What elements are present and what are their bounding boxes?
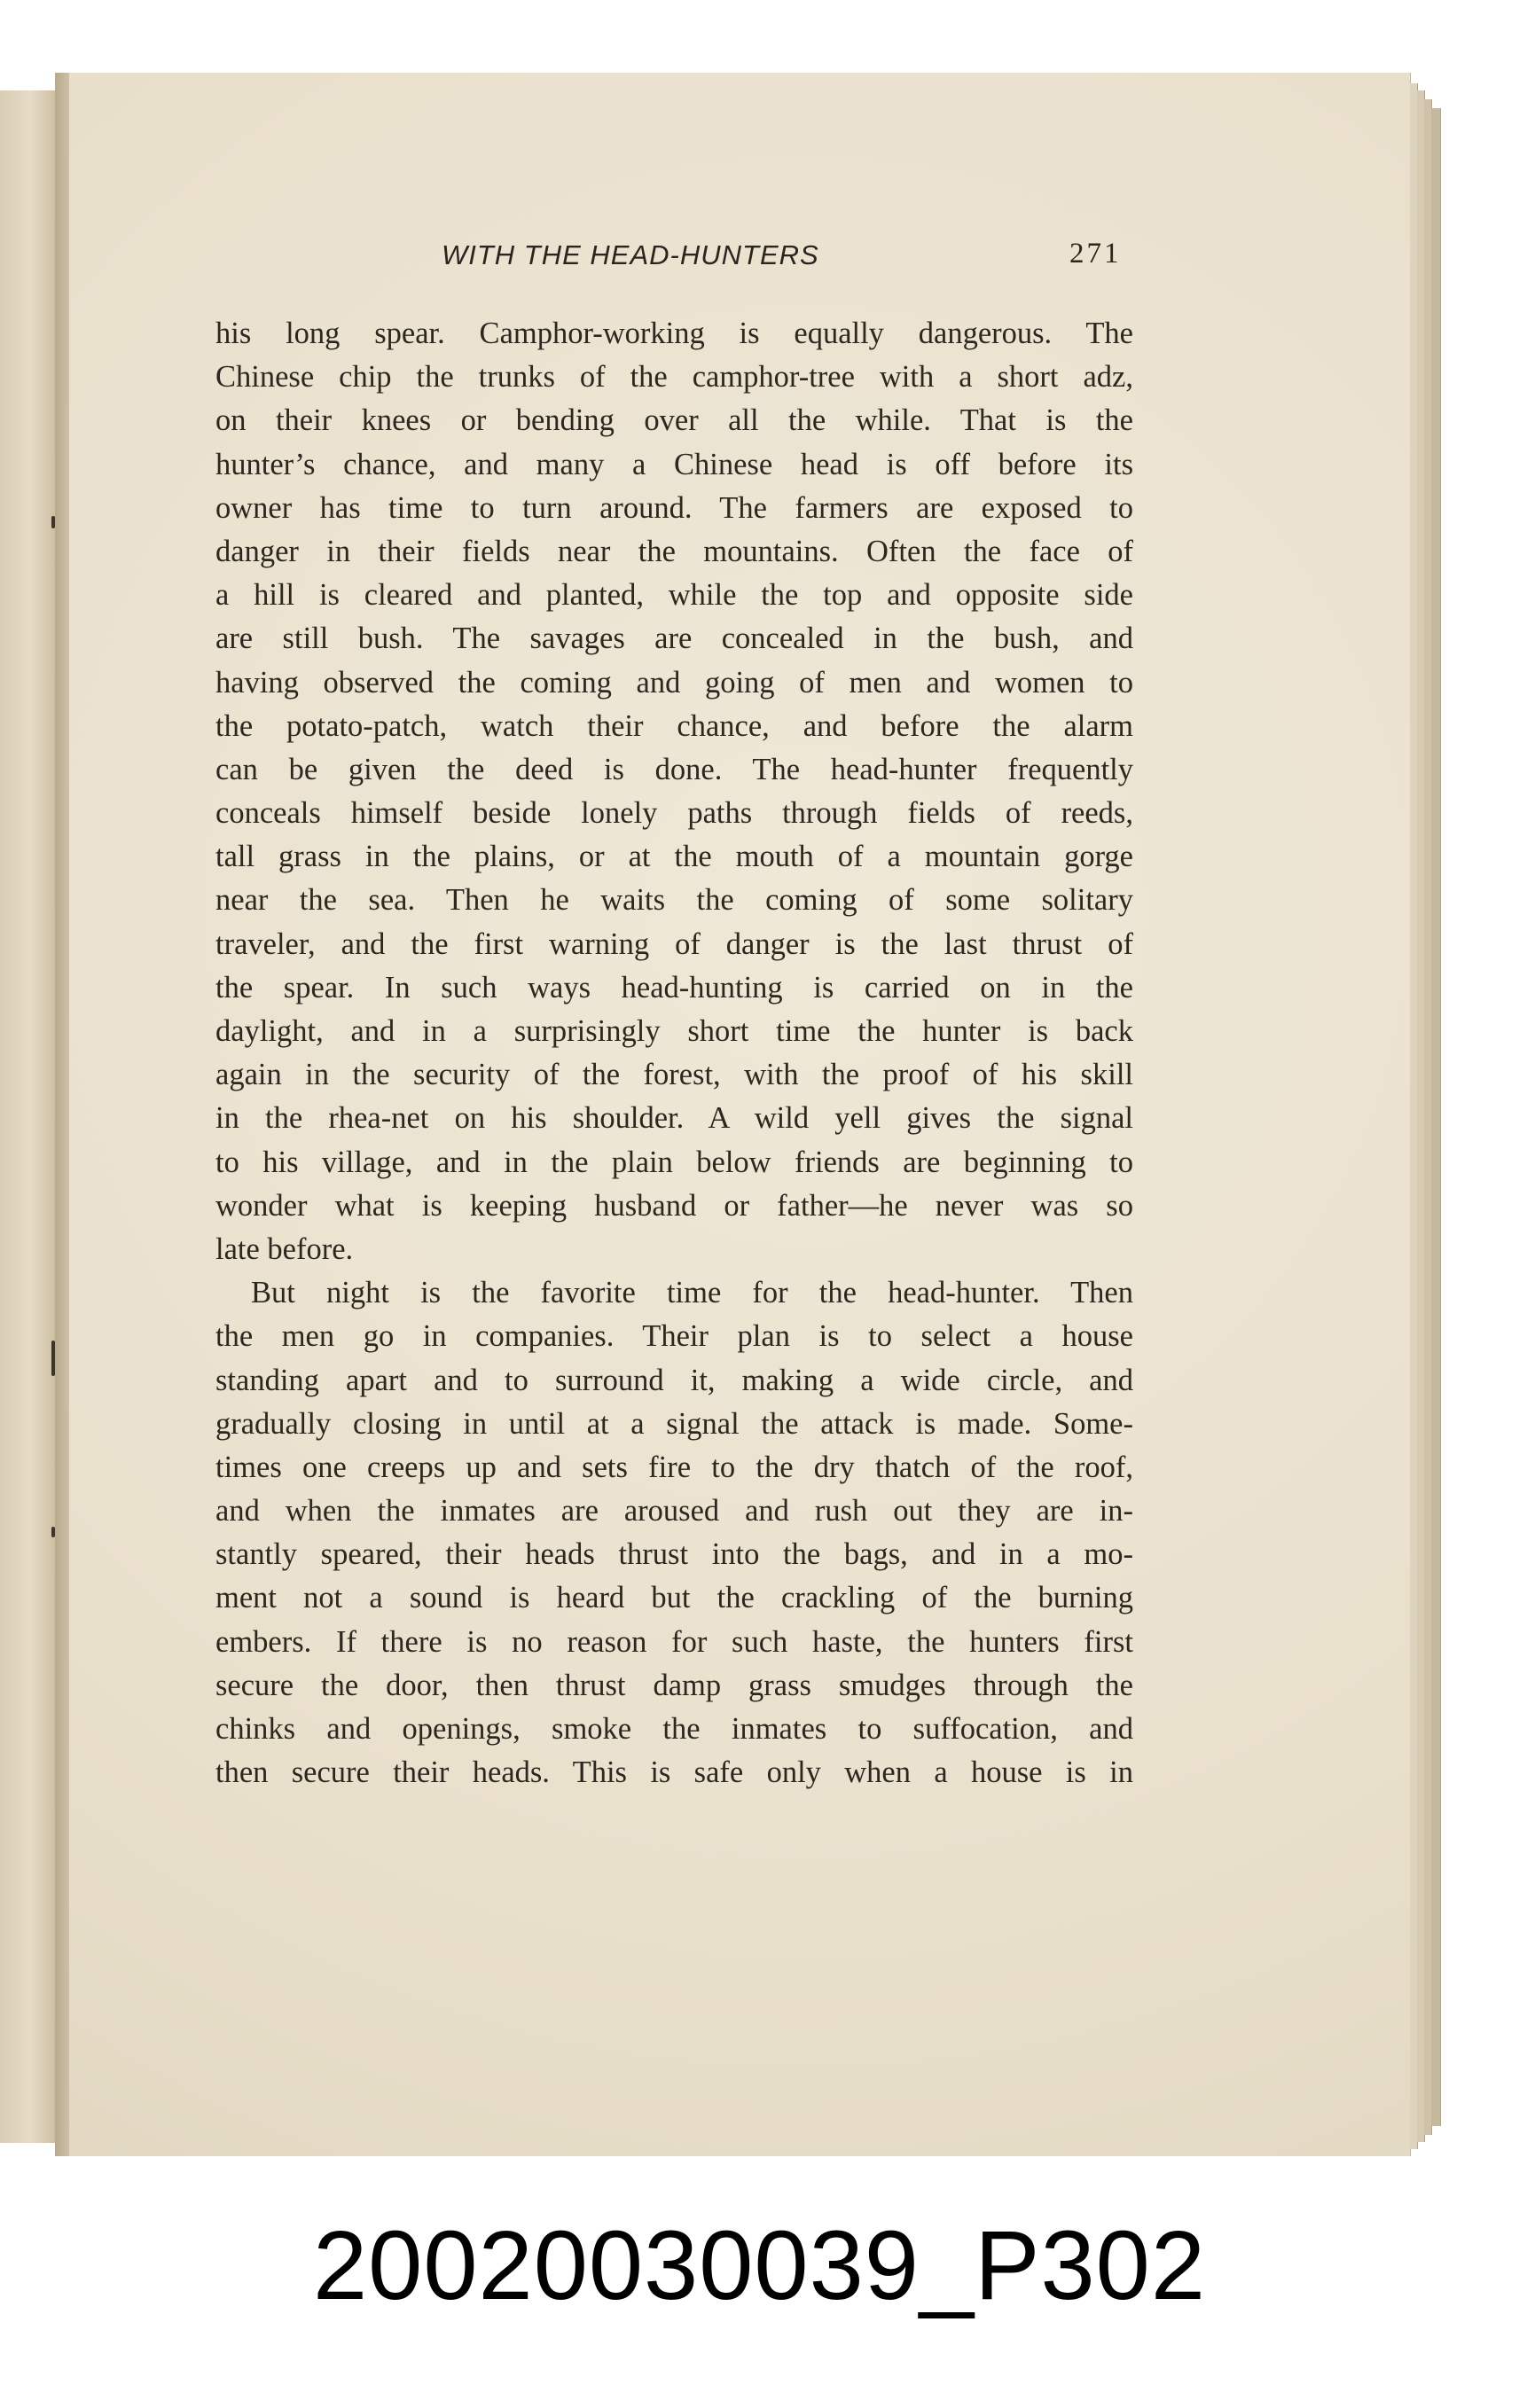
page-number: 271 xyxy=(1069,238,1122,270)
text-line: embers. If there is no reason for such haste, the hunters first xyxy=(215,1624,1133,1659)
text-line: owner has time to turn around. The farmers are exposed to xyxy=(215,490,1133,525)
text-line: are still bush. The savages are concealed in the bush, and xyxy=(215,622,1133,656)
text-line: on their knees or bending over all the while. That is the xyxy=(215,403,1133,438)
gutter-mark xyxy=(51,1527,55,1537)
text-line: danger in their fields near the mountains. Often the face of xyxy=(215,534,1133,568)
gutter-mark xyxy=(51,516,55,528)
text-line: in the rhea-net on his shoulder. A wild yell gives the signal xyxy=(215,1101,1133,1136)
text-line: times one creeps up and sets fire to the dry thatch of the roof, xyxy=(215,1450,1133,1484)
text-line: stantly speared, their heads thrust into the bags, and in a mo- xyxy=(215,1537,1133,1572)
text-line: to his village, and in the plain below friends are beginning to xyxy=(215,1145,1133,1179)
text-line: gradually closing in until at a signal the attack is made. Some- xyxy=(215,1406,1133,1441)
text-line: then secure their heads. This is safe only when a house is in xyxy=(215,1755,1133,1790)
text-line: the men go in companies. Their plan is to select a house xyxy=(215,1319,1133,1354)
gutter-mark xyxy=(51,1341,55,1376)
left-page-edge xyxy=(0,90,57,2143)
text-line: Chinese chip the trunks of the camphor-tree with a short adz, xyxy=(215,360,1133,395)
catalog-id-label: 20020030039_P302 xyxy=(312,2211,1207,2320)
text-line: wonder what is keeping husband or father—he never was so xyxy=(215,1188,1133,1223)
text-line: chinks and openings, smoke the inmates to suffocation, and xyxy=(215,1712,1133,1746)
text-line: his long spear. Camphor-working is equally dangerous. The xyxy=(215,317,1133,350)
text-line: ment not a sound is heard but the crackling of the burning xyxy=(215,1581,1133,1615)
page-edge xyxy=(1431,108,1441,2126)
text-line: again in the security of the forest, with the proof of his skill xyxy=(215,1058,1133,1092)
text-line: standing apart and to surround it, making a wide circle, and xyxy=(215,1363,1133,1397)
text-line: tall grass in the plains, or at the mouth of a mountain gorge xyxy=(215,840,1133,874)
text-line: hunter’s chance, and many a Chinese head is off before its xyxy=(215,447,1133,481)
text-line: near the sea. Then he waits the coming of some solitary xyxy=(215,883,1133,918)
running-head-title: WITH THE HEAD-HUNTERS xyxy=(442,239,819,270)
text-line: and when the inmates are aroused and rush out they are in- xyxy=(215,1494,1133,1528)
text-line: the spear. In such ways head-hunting is carried on in the xyxy=(215,970,1133,1005)
text-line: traveler, and the first warning of danger is the last thrust of xyxy=(215,926,1133,961)
text-line: daylight, and in a surprisingly short time the hunter is back xyxy=(215,1014,1133,1048)
text-line: the potato-patch, watch their chance, and before the alarm xyxy=(215,708,1133,743)
paragraph-1 xyxy=(215,312,1133,1271)
text-line: a hill is cleared and planted, while the top and opposite side xyxy=(215,578,1133,613)
text-line: having observed the coming and going of men and women to xyxy=(215,665,1133,700)
text-line: conceals himself beside lonely paths through fields of reeds, xyxy=(215,796,1133,831)
text-line: late before. xyxy=(215,1231,354,1266)
paragraph-2 xyxy=(215,1271,1133,1794)
text-line: can be given the deed is done. The head-hunter frequently xyxy=(215,752,1133,786)
text-line: But night is the favorite time for the head-hunter. Then xyxy=(251,1276,1133,1310)
text-line: secure the door, then thrust damp grass smudges through the xyxy=(215,1668,1133,1702)
body-text xyxy=(215,312,1133,1794)
